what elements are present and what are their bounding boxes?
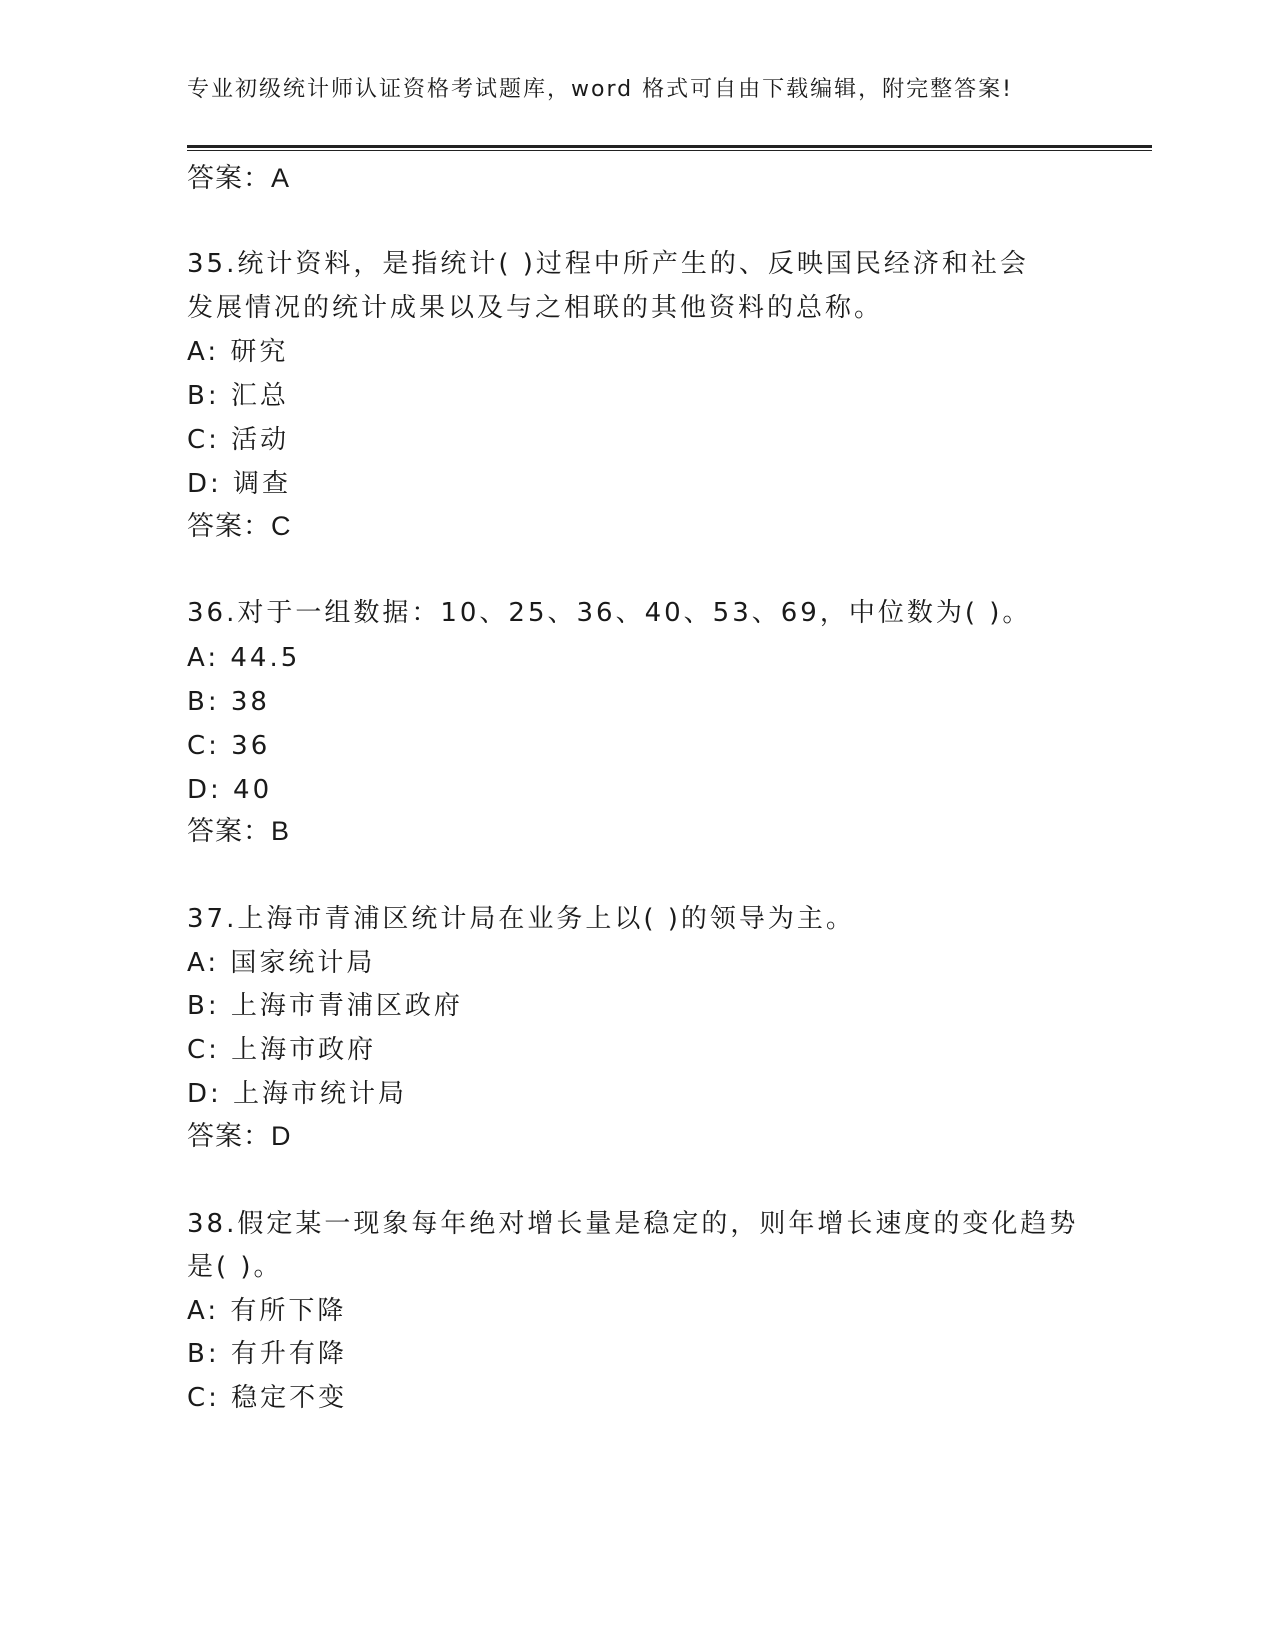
question-36-option-c: C: 36 <box>187 731 271 761</box>
page-header: 专业初级统计师认证资格考试题库，word 格式可自由下载编辑，附完整答案! <box>187 77 1013 102</box>
question-37-line-1: 37.上海市青浦区统计局在业务上以( )的领导为主。 <box>187 904 855 934</box>
answer-previous: 答案：A <box>187 163 291 193</box>
question-35-option-d: D: 调查 <box>187 469 292 499</box>
question-38-option-b: B: 有升有降 <box>187 1339 347 1369</box>
question-36-option-d: D: 40 <box>187 775 273 805</box>
question-35-option-b: B: 汇总 <box>187 381 289 411</box>
question-37-option-c: C: 上海市政府 <box>187 1035 377 1065</box>
question-38-line-1: 38.假定某一现象每年绝对增长量是稳定的，则年增长速度的变化趋势 <box>187 1209 1079 1239</box>
question-37-option-a: A: 国家统计局 <box>187 948 376 978</box>
question-38-line-2: 是( )。 <box>187 1252 283 1282</box>
question-35-line-2: 发展情况的统计成果以及与之相联的其他资料的总称。 <box>187 293 884 323</box>
question-36-answer: 答案：B <box>187 816 291 846</box>
question-37-option-d: D: 上海市统计局 <box>187 1079 408 1109</box>
question-35-answer: 答案：C <box>187 511 292 541</box>
question-35-line-1: 35.统计资料，是指统计( )过程中所产生的、反映国民经济和社会 <box>187 249 1029 279</box>
question-35-option-c: C: 活动 <box>187 425 290 455</box>
question-36-option-a: A: 44.5 <box>187 643 301 673</box>
question-38-option-c: C: 稳定不变 <box>187 1383 348 1413</box>
header-rule-thin <box>187 150 1152 151</box>
question-36-line-1: 36.对于一组数据：10、25、36、40、53、69，中位数为( )。 <box>187 598 1032 628</box>
header-rule-thick <box>187 145 1152 148</box>
question-36-option-b: B: 38 <box>187 687 270 717</box>
question-35-option-a: A: 研究 <box>187 337 289 367</box>
question-37-answer: 答案：D <box>187 1121 292 1151</box>
question-38-option-a: A: 有所下降 <box>187 1296 347 1326</box>
question-37-option-b: B: 上海市青浦区政府 <box>187 991 463 1021</box>
